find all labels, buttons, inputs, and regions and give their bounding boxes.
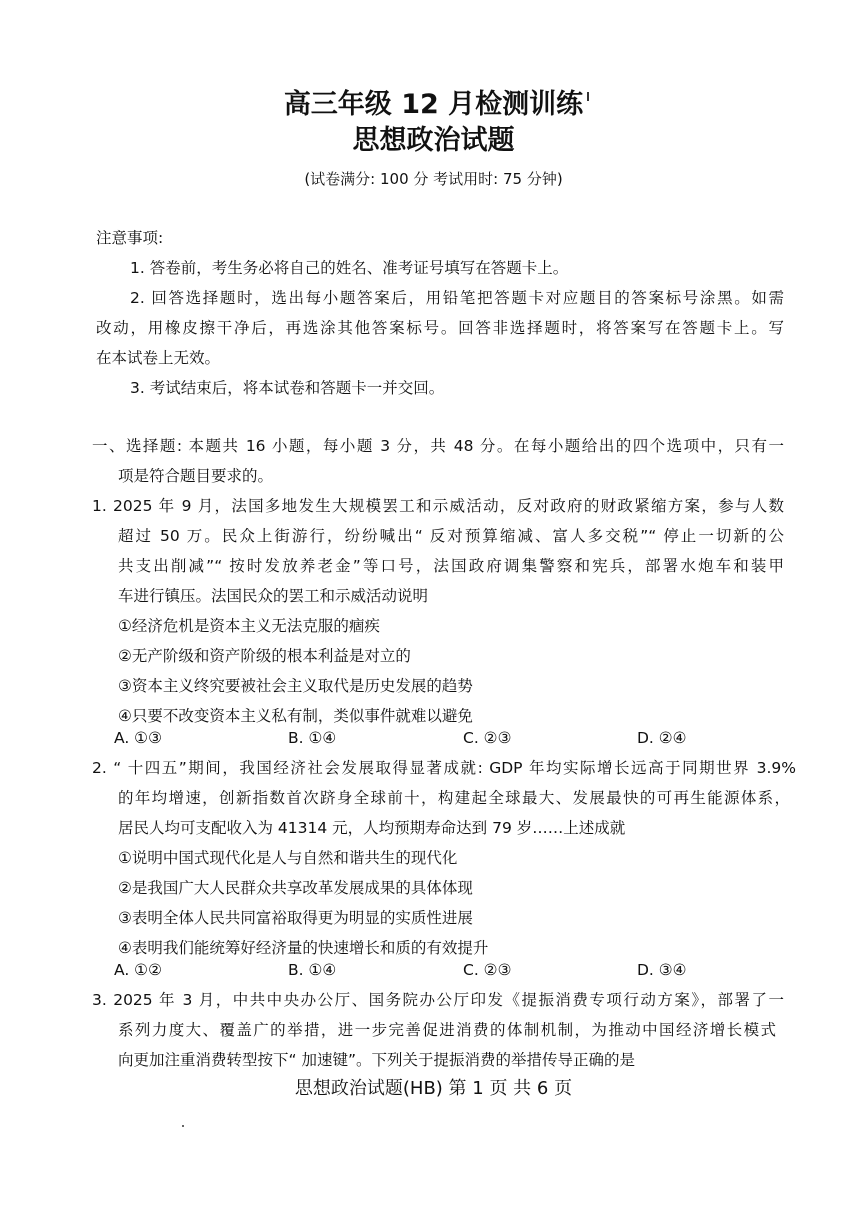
question-1-statement-3: ③资本主义终究要被社会主义取代是历史发展的趋势 [118, 677, 473, 695]
notice-item-2-line-3: 在本试卷上无效。 [96, 349, 221, 367]
exam-meta: (试卷满分: 100 分 考试用时: 75 分钟) [304, 170, 563, 188]
question-1-line-2: 超过 50 万。民众上街游行，纷纷喊出“ 反对预算缩减、富人多交税”“ 停止一切新的公 [118, 527, 784, 545]
question-3-line-1: 3. 2025 年 3 月，中共中央办公厅、国务院办公厅印发《提振消费专项行动方案》，部署了一 [92, 991, 784, 1009]
question-1-options [0, 728, 867, 748]
question-2-option-d: D. ③④ [637, 961, 687, 979]
notice-item-2-line-1: 2. 回答选择题时，选出每小题答案后，用铅笔把答题卡对应题目的答案标号涂黑。如需 [130, 289, 784, 307]
question-2-option-b: B. ①④ [288, 961, 337, 979]
notice-item-1: 1. 答卷前，考生务必将自己的姓名、准考证号填写在答题卡上。 [130, 259, 569, 277]
question-2-options [0, 960, 867, 980]
question-1-option-d: D. ②④ [637, 729, 687, 747]
question-2-statement-4: ④表明我们能统筹好经济量的快速增长和质的有效提升 [118, 939, 489, 957]
question-1-option-a: A. ①③ [114, 729, 162, 747]
notice-item-3: 3. 考试结束后，将本试卷和答题卡一并交回。 [130, 379, 445, 397]
section-heading-line-1: 一、选择题: 本题共 16 小题，每小题 3 分，共 48 分。在每小题给出的四个选项中，只有一 [92, 437, 784, 455]
question-2-statement-2: ②是我国广大人民群众共享改革发展成果的具体体现 [118, 879, 473, 897]
question-1-line-4: 车进行镇压。法国民众的罢工和示威活动说明 [118, 587, 429, 605]
question-2-option-a: A. ①② [114, 961, 162, 979]
scan-dot [182, 1125, 184, 1127]
question-1-statement-4: ④只要不改变资本主义私有制，类似事件就难以避免 [118, 707, 473, 725]
question-1-line-3: 共支出削减”“ 按时发放养老金”等口号，法国政府调集警察和宪兵，部署水炮车和装甲 [118, 557, 784, 575]
question-1-statement-1: ①经济危机是资本主义无法克服的痼疾 [118, 617, 380, 635]
question-1-option-c: C. ②③ [463, 729, 512, 747]
exam-subject-title: 思想政治试题 [352, 125, 515, 156]
question-2-statement-1: ①说明中国式现代化是人与自然和谐共生的现代化 [118, 849, 458, 867]
page-footer: 思想政治试题(HB) 第 1 页 共 6 页 [294, 1078, 573, 1099]
question-2-line-1: 2. “ 十四五”期间，我国经济社会发展取得显著成就: GDP 年均实际增长远高于同期世界 3.9% [92, 759, 796, 777]
notice-item-2-line-2: 改动，用橡皮擦干净后，再选涂其他答案标号。回答非选择题时，将答案写在答题卡上。写 [96, 319, 784, 337]
question-3-line-3: 向更加注重消费转型按下“ 加速键”。下列关于提振消费的举措传导正确的是 [118, 1051, 635, 1069]
question-2-statement-3: ③表明全体人民共同富裕取得更为明显的实质性进展 [118, 909, 473, 927]
question-1-option-b: B. ①④ [288, 729, 337, 747]
question-3-line-2: 系列力度大、覆盖广的举措，进一步完善促进消费的体制机制，为推动中国经济增长模式 [118, 1021, 776, 1039]
notice-heading: 注意事项: [96, 229, 164, 247]
question-1-statement-2: ②无产阶级和资产阶级的根本利益是对立的 [118, 647, 411, 665]
exam-title: 高三年级 12 月检测训练 [283, 89, 584, 120]
scan-mark [587, 92, 589, 101]
question-2-line-2: 的年均增速，创新指数首次跻身全球前十，构建起全球最大、发展最快的可再生能源体系， [118, 789, 790, 807]
question-1-line-1: 1. 2025 年 9 月，法国多地发生大规模罢工和示威活动，反对政府的财政紧缩方案，参与人数 [92, 497, 784, 515]
section-heading-line-2: 项是符合题目要求的。 [118, 467, 274, 485]
question-2-line-3: 居民人均可支配收入为 41314 元，人均预期寿命达到 79 岁……上述成就 [118, 819, 626, 837]
question-2-option-c: C. ②③ [463, 961, 512, 979]
